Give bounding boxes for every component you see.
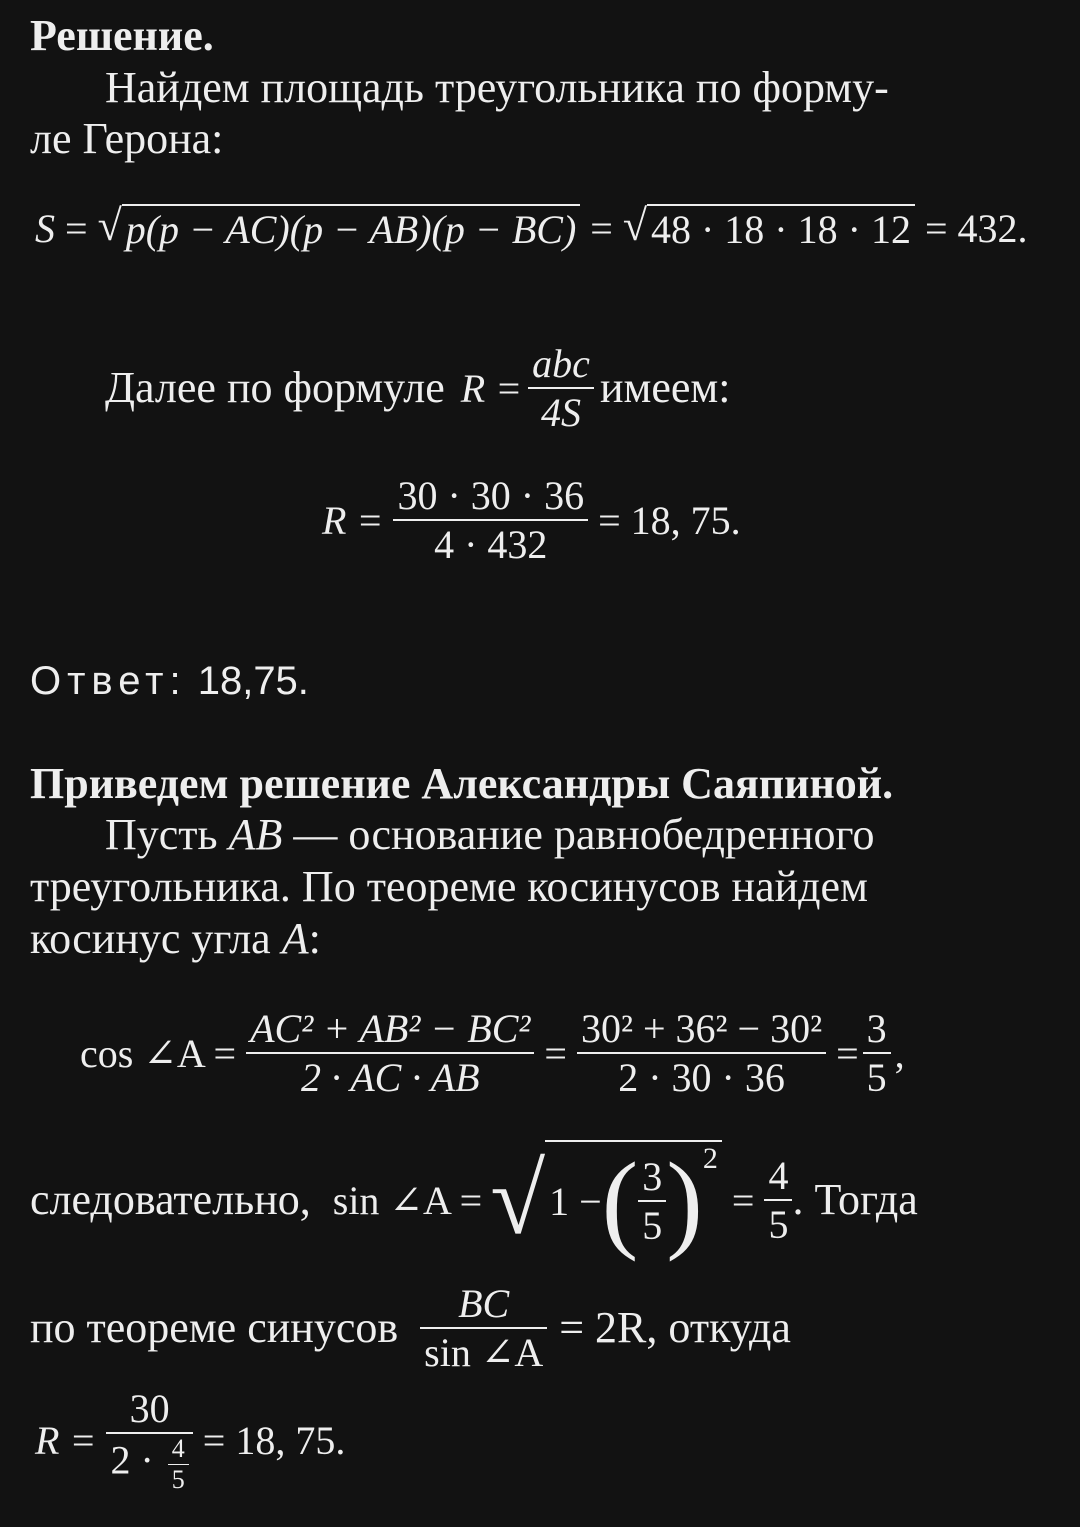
sin-post: . Тогда bbox=[792, 1175, 918, 1224]
sin-line: следовательно, sin ∠A = √ 1 − ( $\frac{3}{5}$ ) 2 = $\frac{4}{5}$ . Тогда bbox=[30, 1140, 918, 1262]
formula-r-lhs: R = bbox=[460, 365, 523, 411]
final-fraction bbox=[106, 1385, 192, 1495]
r-calculation bbox=[322, 472, 741, 568]
cos-fraction-symbolic bbox=[246, 1005, 534, 1101]
alt-p3-text-a: косинус угла bbox=[30, 914, 282, 963]
cos-num-3: 3 bbox=[863, 1005, 891, 1054]
sin-one-minus: 1 − bbox=[549, 1178, 602, 1224]
heron-radicand-numeric: 48 · 18 · 18 · 12 bbox=[647, 204, 915, 253]
sines-den: sin ∠A bbox=[424, 1330, 544, 1375]
cos-equation: cos ∠A = $\frac{\text{AC² + AB² − BC²}}{2 \cdot AC \cdot AB}$ = $\frac{\text{30² + 36² − 30²}}{2 \cdot 30 \cdot 36}$ = $\frac{3}{5}$ , bbox=[80, 1006, 905, 1100]
final-den-fraction bbox=[168, 1434, 189, 1495]
heron-sqrt: √ p(p − AC)(p − AB)(p − BC) bbox=[98, 204, 581, 253]
alt-p3-text-b: : bbox=[308, 914, 321, 963]
heron-result: = 432. bbox=[924, 206, 1028, 251]
cos-lhs: cos ∠A = bbox=[80, 1030, 237, 1076]
formula-r-den: 4S bbox=[541, 390, 582, 435]
alt-p3-var: A bbox=[281, 914, 309, 963]
alt-paragraph-2: треугольника. По теореме косинусов найдем bbox=[30, 862, 868, 911]
solution-paragraph-1-cont: ле Герона: bbox=[30, 114, 224, 163]
formula-r-line bbox=[105, 340, 730, 436]
sin-inner-den: 5 bbox=[642, 1203, 663, 1248]
cos-den-2: 2 · 30 · 36 bbox=[618, 1055, 785, 1100]
alt-p1-text-b: — основание равнобедренного bbox=[282, 810, 875, 859]
sin-pre: следовательно, bbox=[30, 1175, 311, 1224]
sines-post: = 2R, откуда bbox=[559, 1303, 791, 1352]
sin-lhs: sin ∠A = bbox=[332, 1177, 483, 1223]
r-calc-den: 4 · 432 bbox=[434, 522, 548, 567]
cos-den-3: 5 bbox=[866, 1055, 887, 1100]
final-num: 30 bbox=[106, 1385, 192, 1434]
final-lhs: R = bbox=[35, 1417, 97, 1463]
formula-r-num: abc bbox=[528, 340, 594, 389]
sin-inner-num: 3 bbox=[638, 1153, 666, 1202]
final-den-a: 2 · bbox=[110, 1437, 154, 1483]
sines-line bbox=[30, 1280, 791, 1376]
heron-radicand: p(p − AC)(p − AB)(p − BC) bbox=[122, 204, 581, 253]
final-r bbox=[35, 1385, 345, 1495]
final-den-den: 5 bbox=[171, 1465, 185, 1494]
formula-r-pre: Далее по формуле bbox=[105, 363, 445, 412]
alt-paragraph-3 bbox=[30, 913, 321, 965]
r-calc-fraction bbox=[393, 472, 588, 568]
final-result: = 18, 75. bbox=[202, 1417, 346, 1463]
alt-paragraph-1 bbox=[105, 809, 874, 861]
final-den-num: 4 bbox=[168, 1434, 189, 1465]
sines-pre: по теореме синусов bbox=[30, 1303, 399, 1352]
sin-sqrt: √ 1 − ( $\frac{3}{5}$ ) 2 bbox=[490, 1140, 722, 1260]
cos-fraction-result bbox=[863, 1005, 891, 1101]
sin-radicand: 1 − ( $\frac{3}{5}$ ) 2 bbox=[545, 1140, 722, 1260]
r-calc-num: 30 · 30 · 36 bbox=[393, 472, 588, 521]
sines-fraction bbox=[420, 1280, 547, 1376]
final-den bbox=[106, 1434, 192, 1495]
sin-result-fraction bbox=[764, 1152, 792, 1248]
cos-den-1: 2 · AC · AB bbox=[300, 1055, 480, 1100]
sines-num: BC bbox=[420, 1280, 547, 1329]
sin-res-num: 4 bbox=[764, 1152, 792, 1201]
sin-exponent: 2 bbox=[702, 1142, 718, 1175]
answer-line bbox=[30, 655, 309, 707]
solution-paragraph-1: Найдем площадь треугольника по форму- bbox=[105, 63, 889, 112]
alt-p1-var: AB bbox=[228, 810, 283, 859]
cos-num-1: AC² + AB² − BC² bbox=[246, 1005, 534, 1054]
sin-inner-fraction bbox=[638, 1153, 666, 1249]
alt-p1-text-a: Пусть bbox=[105, 810, 229, 859]
r-calc-lhs: R = bbox=[322, 497, 384, 543]
cos-num-2: 30² + 36² − 30² bbox=[577, 1005, 826, 1054]
cos-fraction-numeric bbox=[577, 1005, 826, 1101]
formula-r-post: имеем: bbox=[599, 363, 731, 412]
solution-heading: Решение. bbox=[30, 11, 214, 60]
sin-res-den: 5 bbox=[768, 1202, 789, 1247]
answer-label: Ответ: bbox=[30, 659, 187, 703]
formula-r-fraction bbox=[528, 340, 594, 436]
alt-solution-heading: Приведем решение Александры Саяпиной. bbox=[30, 759, 894, 808]
r-calc-result: = 18, 75. bbox=[598, 497, 741, 543]
heron-sqrt-numeric: √ 48 · 18 · 18 · 12 bbox=[623, 204, 915, 253]
answer-value: 18,75. bbox=[186, 659, 309, 703]
heron-lhs: S bbox=[35, 206, 55, 251]
heron-formula: S = √ p(p − AC)(p − AB)(p − BC) = √ 48 · 18 · 18 · 12 = 432. bbox=[35, 201, 1028, 252]
